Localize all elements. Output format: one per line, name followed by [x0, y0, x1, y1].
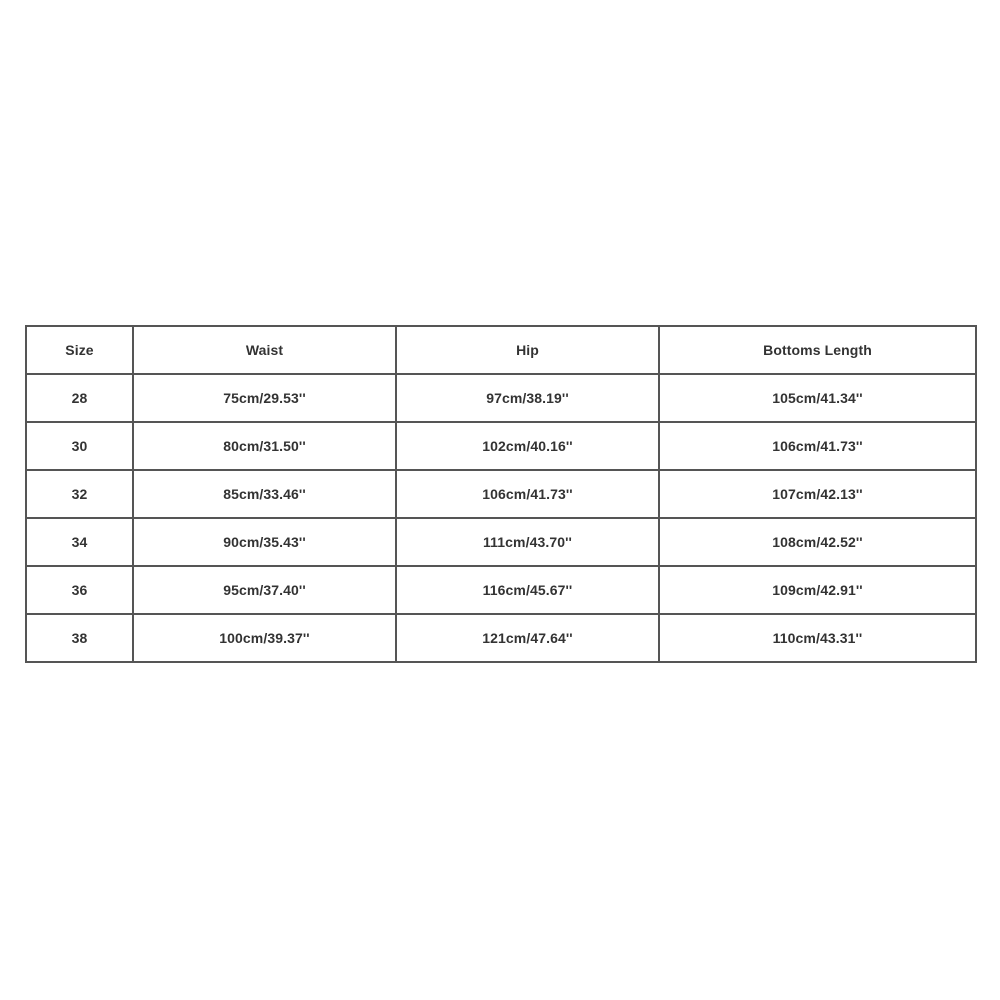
hip-cell: 97cm/38.19'': [396, 374, 659, 422]
table-row: [26, 566, 976, 614]
table-row: [26, 614, 976, 662]
waist-cell: 90cm/35.43'': [133, 518, 396, 566]
bottoms-length-cell: 109cm/42.91'': [659, 566, 976, 614]
size-cell: 32: [26, 470, 133, 518]
table-row: [26, 374, 976, 422]
hip-cell: 116cm/45.67'': [396, 566, 659, 614]
header-bottoms-length: Bottoms Length: [659, 326, 976, 374]
size-cell: 38: [26, 614, 133, 662]
header-hip: Hip: [396, 326, 659, 374]
waist-cell: 75cm/29.53'': [133, 374, 396, 422]
size-cell: 36: [26, 566, 133, 614]
table-row: [26, 470, 976, 518]
table-row: [26, 518, 976, 566]
size-cell: 34: [26, 518, 133, 566]
waist-cell: 95cm/37.40'': [133, 566, 396, 614]
bottoms-length-cell: 105cm/41.34'': [659, 374, 976, 422]
bottoms-length-cell: 108cm/42.52'': [659, 518, 976, 566]
header-size: Size: [26, 326, 133, 374]
bottoms-length-cell: 110cm/43.31'': [659, 614, 976, 662]
waist-cell: 100cm/39.37'': [133, 614, 396, 662]
waist-cell: 85cm/33.46'': [133, 470, 396, 518]
header-waist: Waist: [133, 326, 396, 374]
table-row: [26, 422, 976, 470]
waist-cell: 80cm/31.50'': [133, 422, 396, 470]
hip-cell: 106cm/41.73'': [396, 470, 659, 518]
hip-cell: 121cm/47.64'': [396, 614, 659, 662]
hip-cell: 111cm/43.70'': [396, 518, 659, 566]
size-cell: 28: [26, 374, 133, 422]
size-chart-table: [25, 325, 977, 663]
hip-cell: 102cm/40.16'': [396, 422, 659, 470]
bottoms-length-cell: 106cm/41.73'': [659, 422, 976, 470]
size-cell: 30: [26, 422, 133, 470]
header-row: [26, 326, 976, 374]
bottoms-length-cell: 107cm/42.13'': [659, 470, 976, 518]
